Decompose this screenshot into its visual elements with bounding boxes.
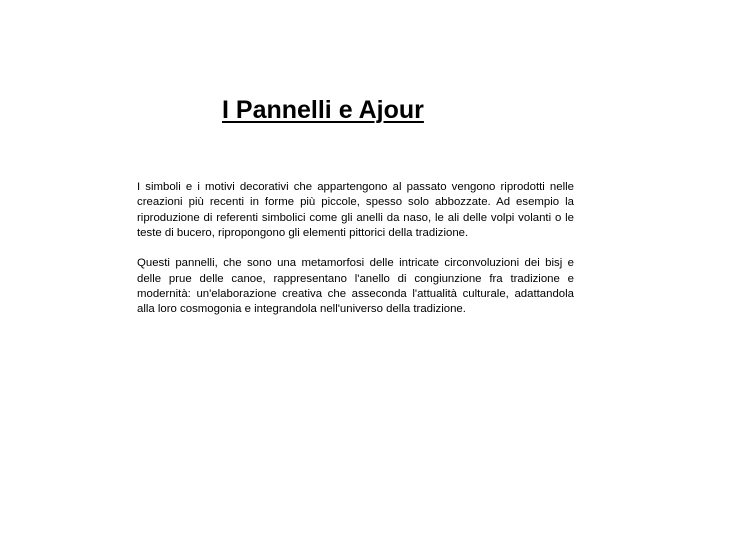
page-title: I Pannelli e Ajour [222,96,424,124]
body-text [137,180,574,318]
paragraph-1: I simboli e i motivi decorativi che appartengono al passato vengono riprodotti nelle creazioni più recenti in forme più piccole, spesso solo abbozzate. Ad esempio la riproduzione di referenti simbolici come gli anelli da naso, le ali delle volpi volanti o le teste di bucero, ripropongono gli elementi pittorici della tradizione. [137,181,574,239]
paragraph-2: Questi pannelli, che sono una metamorfosi delle intricate circonvoluzioni dei bisj e delle prue delle canoe, rappresentano l'anello di congiunzione fra tradizione e modernità: un'elaborazione creativa che asseconda l'attualità culturale, adattandola alla loro cosmogonia e integrandola nell'universo della tradizione. [137,257,574,316]
